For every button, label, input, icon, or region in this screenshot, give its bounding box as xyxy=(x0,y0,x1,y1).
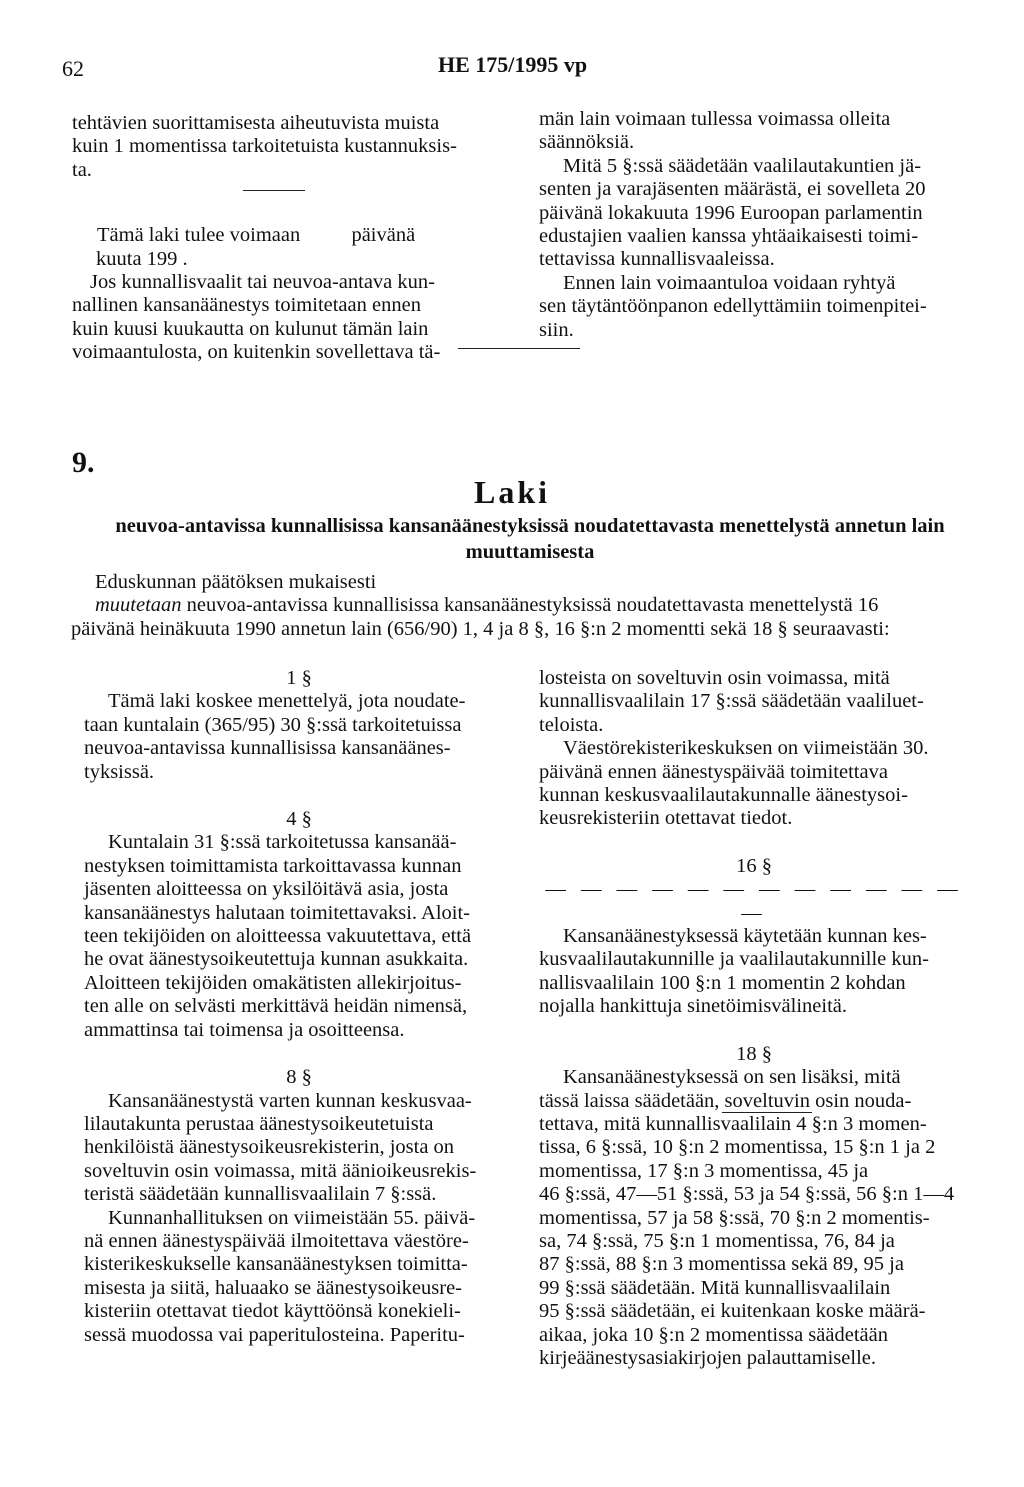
text-line: taan kuntalain (365/95) 30 §:ssä tarkoitetuissa xyxy=(84,713,462,736)
section-heading: 16 § xyxy=(736,854,772,877)
text-line: ammattinsa tai toimensa ja osoitteensa. xyxy=(84,1018,405,1041)
section-heading: 8 § xyxy=(286,1066,312,1089)
text-line: 46 §:ssä, 47—51 §:ssä, 53 ja 54 §:ssä, 56 §:n 1—4 xyxy=(539,1183,955,1206)
text-line: aikaa, joka 10 §:n 2 momentissa säädetään xyxy=(539,1323,888,1346)
text-line: tettava, mitä kunnallisvaalilain 4 §:n 3 momen- xyxy=(539,1112,927,1135)
text-line: kisterikeskukselle kansanäänestyksen toimitta- xyxy=(84,1253,468,1276)
text-line: teristä säädetään kunnallisvaalilain 7 §:ssä. xyxy=(84,1183,437,1206)
running-header: HE 175/1995 vp xyxy=(438,52,588,77)
text-line: tettavissa kunnallisvaaleissa. xyxy=(539,248,775,271)
text-line: ten alle on selvästi merkittävä heidän nimensä, xyxy=(84,995,468,1018)
text-line: kirjeäänestysasiakirjojen palauttamiselle. xyxy=(539,1346,876,1369)
text-line: tässä laissa säädetään, soveltuvin osin nouda- xyxy=(539,1089,912,1112)
subtitle-line: neuvoa-antavissa kunnallisissa kansanäänestyksissä noudatettavasta menettelystä annetun lain xyxy=(115,515,945,537)
text-line: Kunnanhallituksen on viimeistään 55. päivä- xyxy=(108,1206,476,1229)
bottom-right-column xyxy=(539,667,969,1370)
text-line: siin. xyxy=(539,318,574,341)
text-line: kisteriin otettavat tiedot käyttöönsä konekieli- xyxy=(84,1300,461,1323)
text-line: 95 §:ssä säädetään, ei kuitenkaan koske määrä- xyxy=(539,1300,926,1323)
text-line: män lain voimaan tullessa voimassa olleita xyxy=(539,108,891,130)
in-force-clause-cont xyxy=(72,248,502,271)
law-subtitle xyxy=(70,513,990,565)
text-line: säännöksiä. xyxy=(539,131,635,154)
text-line: soveltuvin osin voimassa, mitä äänioikeusrekis- xyxy=(84,1159,477,1182)
text-block xyxy=(539,272,969,342)
preamble-line: päivänä heinäkuuta 1990 annetun lain (656/90) 1, 4 ja 8 §, 16 §:n 2 momentti sekä 18 § seuraavasti: xyxy=(71,617,890,640)
bottom-left-column xyxy=(84,667,514,1347)
text-line: Kansanäänestyksessä on sen lisäksi, mitä xyxy=(563,1066,901,1089)
section-heading: 4 § xyxy=(286,808,312,831)
text-line: nojalla hankittuja sinetöimisvälineitä. xyxy=(539,995,848,1018)
text-block xyxy=(539,108,969,155)
section-paragraph xyxy=(539,737,969,831)
text-line: Ennen lain voimaantuloa voidaan ryhtyä xyxy=(563,271,896,294)
separator-rule xyxy=(243,190,305,191)
preamble-italic: muutetaan xyxy=(95,594,182,617)
text-line: päivänä ennen äänestyspäivää toimitettava xyxy=(539,760,888,783)
top-left-column xyxy=(72,112,502,365)
text-line: kunnallisvaalilain 17 §:ssä säädetään vaaliluet- xyxy=(539,690,924,713)
text-line: tissa, 6 §:ssä, 10 §:n 2 momentissa, 15 §:n 1 ja 2 xyxy=(539,1136,936,1159)
text-line: Kansanäänestyksessä käytetään kunnan kes- xyxy=(563,925,927,948)
preamble-text: neuvoa-antavissa kunnallisissa kansanäänestyksissä noudatettavasta menettelystä 16 xyxy=(181,594,879,617)
text-line: Kuntalain 31 §:ssä tarkoitetussa kansanää- xyxy=(108,831,457,854)
text-line: neuvoa-antavissa kunnallisissa kansanäänes- xyxy=(84,737,451,760)
text-line: päivänä lokakuuta 1996 Euroopan parlamentin xyxy=(539,201,923,224)
section-paragraph xyxy=(84,1090,514,1207)
omission-dashes: — — — — — — — — — — — — — xyxy=(545,878,963,924)
text-line: misesta ja siitä, haluaako se äänestysoikeusre- xyxy=(84,1276,462,1299)
section-paragraph xyxy=(84,1207,514,1347)
text-line: sa, 74 §:ssä, 75 §:n 1 momentissa, 76, 84 ja xyxy=(539,1229,895,1252)
page-number: 62 xyxy=(62,56,84,81)
text-line: tyksissä. xyxy=(84,760,155,783)
text-line: Tämä laki tulee voimaan päivänä xyxy=(97,224,416,247)
law-number: 9. xyxy=(72,446,95,479)
text-line: kunnan keskusvaalilautakunnalle äänestysoi- xyxy=(539,784,908,807)
section-paragraph xyxy=(84,831,514,1042)
text-line: sessä muodossa vai paperitulosteina. Paperitu- xyxy=(84,1323,465,1346)
text-line: jäsenten aloitteessa on yksilöitävä asia, josta xyxy=(84,878,449,901)
text-line: Tämä laki koskee menettelyä, jota noudate- xyxy=(108,690,466,713)
separator-rule xyxy=(458,348,580,349)
text-line: kuin 1 momentissa tarkoitetuista kustannuksis- xyxy=(72,135,457,158)
text-line: lilautakunta perustaa äänestysoikeutetuista xyxy=(84,1112,434,1135)
separator-rule xyxy=(722,1112,812,1113)
text-line: tehtävien suorittamisesta aiheutuvista muista xyxy=(72,112,440,134)
text-line: momentissa, 57 ja 58 §:ssä, 70 §:n 2 momentis- xyxy=(539,1206,930,1229)
section-paragraph xyxy=(539,667,969,737)
top-right-column xyxy=(539,108,969,342)
text-line: nä ennen äänestyspäivää ilmoitettava väestöre- xyxy=(84,1229,469,1252)
text-block xyxy=(72,271,502,365)
text-line: sen täytäntöönpanon edellyttämiin toimenpitei- xyxy=(539,295,927,318)
text-line: Aloitteen tekijöiden omakätisten allekirjoitus- xyxy=(84,971,462,994)
section-paragraph xyxy=(539,925,969,1019)
text-line: senten ja varajäsenten määrästä, ei sovelleta 20 xyxy=(539,178,926,201)
text-line: teen tekijöiden on aloitteessa vakuutettava, että xyxy=(84,925,472,948)
text-line: voimaantulosta, on kuitenkin sovellettava tä- xyxy=(72,341,441,364)
section-paragraph xyxy=(84,690,514,784)
text-line: henkilöistä äänestysoikeusrekisterin, josta on xyxy=(84,1136,455,1159)
preamble-line: Eduskunnan päätöksen mukaisesti xyxy=(95,571,377,593)
text-line: Mitä 5 §:ssä säädetään vaalilautakuntien jä- xyxy=(563,154,922,177)
text-line: nestyksen toimittamista tarkoittavassa kunnan xyxy=(84,854,462,877)
text-line: keusrekisteriin otettavat tiedot. xyxy=(539,807,793,830)
subtitle-line: muuttamisesta xyxy=(465,541,595,563)
text-line: kuuta 199 . xyxy=(96,247,188,270)
text-block xyxy=(539,155,969,272)
text-line: 99 §:ssä säädetään. Mitä kunnallisvaalilain xyxy=(539,1276,891,1299)
in-force-clause xyxy=(72,224,502,247)
text-line: Väestörekisterikeskuksen on viimeistään 30. xyxy=(563,737,929,760)
text-line: Jos kunnallisvaalit tai neuvoa-antava kun- xyxy=(90,271,435,294)
law-title: Laki xyxy=(473,474,551,510)
text-line: edustajien vaalien kanssa yhtäaikaisesti toimi- xyxy=(539,225,919,248)
preamble xyxy=(71,571,985,641)
text-line: losteista on soveltuvin osin voimassa, mitä xyxy=(539,667,890,689)
text-line: teloista. xyxy=(539,713,604,736)
text-line: Kansanäänestystä varten kunnan keskusvaa- xyxy=(108,1089,472,1112)
text-line: kusvaalilautakunnille ja vaalilautakunnille kun- xyxy=(539,948,929,971)
text-line: ta. xyxy=(72,158,92,181)
text-line: kansanäänestys halutaan toimitettavaksi. Aloit- xyxy=(84,901,470,924)
text-line: nallinen kansanäänestys toimitetaan ennen xyxy=(72,294,421,317)
text-line: 87 §:ssä, 88 §:n 3 momentissa sekä 89, 95 ja xyxy=(539,1253,904,1276)
text-block xyxy=(72,112,502,182)
text-line: kuin kuusi kuukautta on kulunut tämän lain xyxy=(72,317,429,340)
section-heading: 1 § xyxy=(286,667,312,689)
text-line: momentissa, 17 §:n 3 momentissa, 45 ja xyxy=(539,1159,869,1182)
text-line: nallisvaalilain 100 §:n 1 momentin 2 kohdan xyxy=(539,971,906,994)
section-heading: 18 § xyxy=(736,1042,772,1065)
text-line: he ovat äänestysoikeutettuja kunnan asukkaita. xyxy=(84,948,469,971)
preamble-line xyxy=(95,594,985,617)
